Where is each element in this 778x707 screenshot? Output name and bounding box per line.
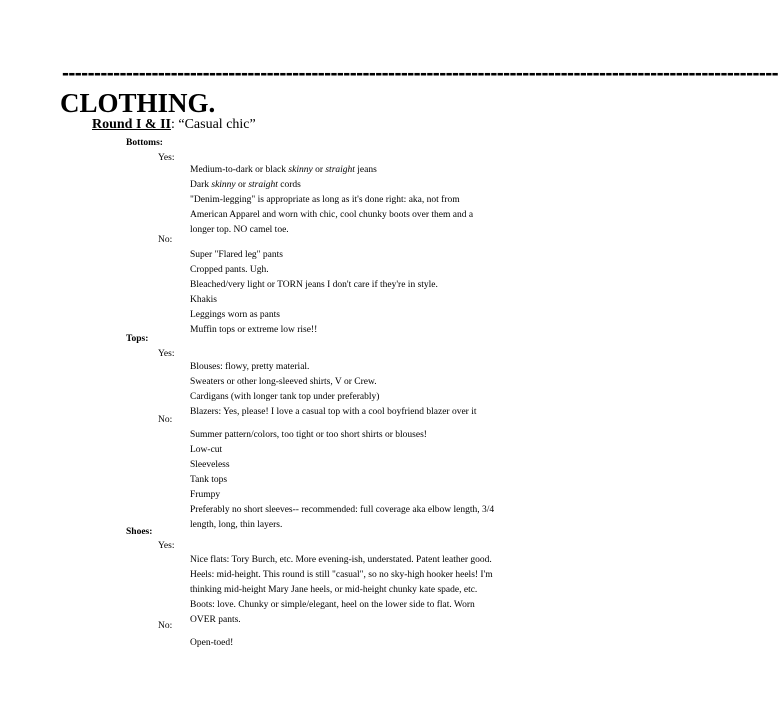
text-run: cords [277,180,301,190]
text-run: Dark [190,180,212,190]
tops-no-item: Preferably no short sleeves-- recommended: full coverage aka elbow length, 3/4 [190,505,495,515]
bottoms-no-item: Muffin tops or extreme low rise!! [190,325,318,335]
bottoms-yes-label: Yes: [158,153,175,163]
shoes-yes-item: Nice flats: Tory Burch, etc. More evening-ish, understated. Patent leather good. [190,555,492,565]
bottoms-no-item: Cropped pants. Ugh. [190,265,269,275]
round-label: Round I & II [92,117,171,132]
text-run: or [235,180,249,190]
text-run: jeans [354,165,377,175]
bottoms-yes-item: "Denim-legging" is appropriate as long as it's done right: aka, not from [190,195,460,205]
bottoms-no-item: Super "Flared leg" pants [190,250,283,260]
bottoms-no-label: No: [158,235,173,245]
bottoms-no-item: Bleached/very light or TORN jeans I don't care if they're in style. [190,280,438,290]
tops-yes-item: Sweaters or other long-sleeved shirts, V or Crew. [190,377,377,387]
shoes-label: Shoes: [126,527,153,537]
shoes-yes-item: Boots: love. Chunky or simple/elegant, heel on the lower side to flat. Worn [190,600,475,610]
tops-no-item: Sleeveless [190,460,230,470]
tops-no-item: Frumpy [190,490,221,500]
tops-no-item: Summer pattern/colors, too tight or too short shirts or blouses! [190,430,427,440]
shoes-no-label: No: [158,621,173,631]
tops-yes-label: Yes: [158,349,175,359]
text-run-italic: skinny [288,165,313,175]
shoes-yes-item: OVER pants. [190,615,241,625]
text-run-italic: straight [325,165,355,175]
tops-yes-item: Blazers: Yes, please! I love a casual top with a cool boyfriend blazer over it [190,407,477,417]
tops-yes-item: Cardigans (with longer tank top under preferably) [190,392,380,402]
bottoms-yes-item: longer top. NO camel toe. [190,225,289,235]
bottoms-no-item: Leggings worn as pants [190,310,280,320]
round-heading [92,116,256,134]
bottoms-label: Bottoms: [126,138,163,148]
shoes-yes-item: thinking mid-height Mary Jane heels, or mid-height chunky kate spade, etc. [190,585,478,595]
text-run-italic: straight [248,180,278,190]
tops-no-item: Low-cut [190,445,223,455]
tops-no-item: Tank tops [190,475,228,485]
bottoms-yes-item: American Apparel and worn with chic, cool chunky boots over them and a [190,210,474,220]
shoes-no-item: Open-toed! [190,638,234,648]
page-title: CLOTHING. [60,88,216,118]
tops-yes-item: Blouses: flowy, pretty material. [190,362,310,372]
dashed-divider: ---------------------------------------------------------------------------------------------------------------- [62,62,778,85]
round-subtitle: “Casual chic” [178,117,256,132]
bottoms-yes-item [190,163,520,178]
bottoms-yes-item [190,178,520,193]
text-run-italic: skinny [211,180,236,190]
tops-no-item: length, long, thin layers. [190,520,283,530]
round-separator: : [170,117,179,132]
shoes-yes-item: Heels: mid-height. This round is still "casual", so no sky-high hooker heels! I'm [190,570,493,580]
bottoms-no-item: Khakis [190,295,217,305]
tops-no-label: No: [158,415,173,425]
shoes-yes-label: Yes: [158,541,175,551]
text-run: or [312,165,326,175]
tops-label: Tops: [126,334,149,344]
text-run: Medium-to-dark or black [190,165,289,175]
